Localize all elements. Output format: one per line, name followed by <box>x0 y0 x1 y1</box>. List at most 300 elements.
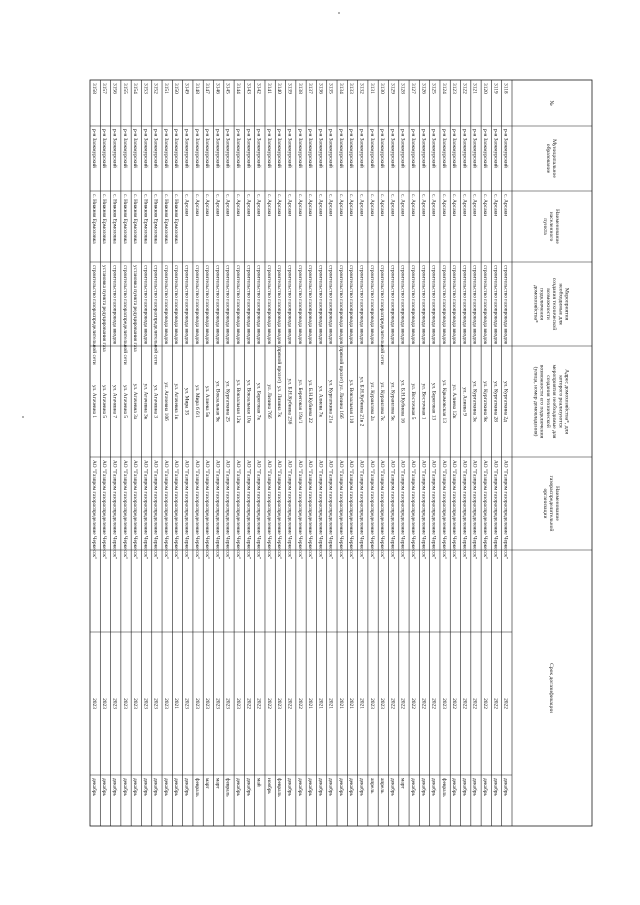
cell-year: 2022 <box>420 698 427 709</box>
cell-settlement: с. Арсаки <box>492 194 499 217</box>
cell-municipality: р-н Заокмурский <box>368 129 375 168</box>
cell-organization: АО "Газпром газораспределение Черкесск" <box>101 460 108 560</box>
table-row <box>163 83 170 797</box>
cell-number: 3136 <box>317 83 324 94</box>
cell-settlement: с. Нижняя Ермоловка <box>121 194 128 244</box>
cell-year: 2023 <box>111 698 118 709</box>
cell-address: ул. Кургаткина 25 <box>224 381 231 422</box>
table-row <box>503 83 510 797</box>
cell-year: 2023 <box>101 698 108 709</box>
cell-measure: строительство газопровода вводов <box>286 265 293 345</box>
cell-address: ул. Кургаткина 9к <box>482 381 489 422</box>
cell-settlement: с. Арсаки <box>502 194 509 217</box>
cell-municipality: р-н Заокмурский <box>337 129 344 168</box>
cell-month: декабрь <box>234 778 241 796</box>
cell-number: 3144 <box>234 83 241 94</box>
cell-number: 3130 <box>379 83 386 94</box>
cell-municipality: р-н Заокмурский <box>502 129 509 168</box>
cell-measure: строительство газопровода вводов <box>111 265 118 345</box>
cell-settlement: с. Арсаки <box>255 194 262 217</box>
cell-municipality: р-н Заокмурский <box>399 129 406 168</box>
cell-measure: строительство газопровода вводов <box>471 265 478 345</box>
cell-organization: АО "Газпром газораспределение Черкесск" <box>337 460 344 560</box>
cell-municipality: р-н Заокмурский <box>193 129 200 168</box>
cell-year: 2022 <box>389 698 396 709</box>
cell-address: ул. Алиева 9 <box>461 387 468 416</box>
table-row <box>369 83 376 794</box>
cell-settlement: с. Арсаки <box>224 194 231 217</box>
cell-year: 2021 <box>317 698 324 709</box>
cell-address: ул. Кураилова 2а <box>368 382 375 421</box>
cell-measure: строительство газопровода вводов <box>409 265 416 345</box>
cell-settlement: с. Арсаки <box>482 194 489 217</box>
cell-municipality: р-н Заокмурский <box>173 129 180 168</box>
cell-year: 2022 <box>482 698 489 709</box>
table-row <box>256 83 263 787</box>
table-row <box>111 83 118 797</box>
cell-address: ул. Агачевна 5 <box>121 384 128 419</box>
cell-month: декабрь <box>502 778 509 796</box>
cell-settlement: с. Арсаки <box>286 194 293 217</box>
table-row <box>307 83 314 797</box>
cell-number: 3121 <box>471 83 478 94</box>
cell-address: ул. Вокзальная 9к <box>214 381 221 422</box>
cell-number: 3157 <box>101 83 108 94</box>
cell-settlement: с. Нижняя Ермоловка <box>162 194 169 244</box>
cell-month: декабрь <box>245 778 252 796</box>
header-deadline: Срок догазификации <box>548 663 554 713</box>
cell-address: ул. Мира 6 б/1 <box>193 385 200 418</box>
cell-municipality: р-н Заокмурский <box>296 129 303 168</box>
cell-year: 2022 <box>265 698 272 709</box>
header-num: № <box>548 100 554 106</box>
cell-settlement: с. Арсаки <box>451 194 458 217</box>
cell-year: 2023 <box>204 698 211 709</box>
table-row <box>194 83 201 797</box>
cell-organization: АО "Газпром газораспределение Черкесск" <box>183 460 190 560</box>
cell-settlement: с. Арсаки <box>471 194 478 217</box>
cell-address: ул. Кураилова 5к <box>389 382 396 421</box>
cell-settlement: с. Нижняя Ермоловка <box>142 194 149 244</box>
cell-year: 2023 <box>276 698 283 709</box>
cell-month: март <box>214 778 221 789</box>
cell-number: 3147 <box>204 83 211 94</box>
cell-organization: АО "Газпром газораспределение Черкесск" <box>224 460 231 560</box>
cell-address: ул. Б.Н.Кубиева 21в 2 <box>358 376 365 427</box>
cell-settlement: с. Арсаки <box>409 194 416 217</box>
cell-number: 3148 <box>193 83 200 94</box>
cell-number: 3150 <box>173 83 180 94</box>
cell-number: 3129 <box>389 83 396 94</box>
cell-municipality: р-н Заокмурский <box>142 129 149 168</box>
cell-year: 2022 <box>451 698 458 709</box>
table-row <box>153 83 160 797</box>
cell-address: ул. Кургаткина 28 <box>492 381 499 422</box>
cell-address: ул. Алиева 12к <box>451 384 458 419</box>
cell-year: 2022 <box>471 698 478 709</box>
cell-number: 3142 <box>255 83 262 94</box>
table-row <box>400 83 407 789</box>
cell-settlement: с. Арсаки <box>461 194 468 217</box>
cell-year: 2022 <box>296 698 303 709</box>
cell-year: 2021 <box>348 698 355 709</box>
cell-address: ул. Кургаткина 2д <box>502 381 509 422</box>
cell-month: декабрь <box>327 778 334 796</box>
cell-organization: АО "Газпром газораспределение Черкесск" <box>245 460 252 560</box>
cell-measure: строительство газопровода вводов <box>420 265 427 345</box>
cell-month: декабрь <box>152 778 159 796</box>
cell-municipality: р-н Заокмурский <box>420 129 427 168</box>
cell-organization: АО "Газпром газораспределение Черкесск" <box>255 460 262 560</box>
table-row <box>225 83 232 797</box>
table-row <box>420 83 427 797</box>
cell-year: 2023 <box>214 698 221 709</box>
table-row <box>91 83 98 797</box>
cell-municipality: р-н Заокмурский <box>152 129 159 168</box>
cell-month: декабрь <box>420 778 427 796</box>
cell-organization: АО "Газпром газораспределение Черкесск" <box>132 460 139 560</box>
cell-number: 3145 <box>224 83 231 94</box>
cell-settlement: с. Арсаки <box>265 194 272 217</box>
cell-number: 3152 <box>152 83 159 94</box>
table-row <box>101 83 108 797</box>
scan-speck <box>22 416 24 418</box>
table-row <box>317 83 324 797</box>
cell-month: декабрь <box>90 778 97 796</box>
cell-year: 2022 <box>492 698 499 709</box>
cell-year: 2021 <box>358 698 365 709</box>
cell-year: 2023 <box>379 698 386 709</box>
cell-measure: установка пункта редуцирования газа <box>101 265 108 352</box>
cell-settlement: с. Арсаки <box>214 194 221 217</box>
table-row <box>431 83 438 797</box>
table-row <box>276 83 283 797</box>
cell-month: декабрь <box>471 778 478 796</box>
cell-month: март <box>204 778 211 789</box>
cell-number: 3134 <box>337 83 344 94</box>
cell-year: 2021 <box>173 698 180 709</box>
cell-year: 2023 <box>234 698 241 709</box>
cell-measure: строительство газопровода вводов <box>245 265 252 345</box>
cell-measure: установка пункта редуцирования газа <box>132 265 139 352</box>
cell-settlement: с. Арсаки <box>234 194 241 217</box>
cell-measure: строительство газопровода вводов <box>502 265 509 345</box>
cell-organization: АО "Газпром газораспределение Черкесск" <box>492 460 499 560</box>
cell-year: 2022 <box>461 698 468 709</box>
cell-measure: строительство газопровода вводов <box>255 265 262 345</box>
cell-organization: АО "Газпром газораспределение Черкесск" <box>379 460 386 560</box>
cell-settlement: с. Арсаки <box>379 194 386 217</box>
cell-year: 2023 <box>90 698 97 709</box>
cell-settlement: с. Арсаки <box>307 194 314 217</box>
cell-number: 3128 <box>399 83 406 94</box>
cell-month: декабрь <box>183 778 190 796</box>
table-row <box>451 83 458 797</box>
cell-settlement: с. Арсаки <box>389 194 396 217</box>
cell-settlement: с. Арсаки <box>420 194 427 217</box>
cell-address: ул. Алиева 7к <box>317 385 324 418</box>
cell-number: 3143 <box>245 83 252 94</box>
cell-measure: строительство газораспределительной сети <box>379 265 386 365</box>
cell-address: ул. Береговая 19а/1 <box>296 379 303 424</box>
cell-organization: АО "Газпром газораспределение Черкесск" <box>173 460 180 560</box>
cell-measure: строительство газопровода вводов <box>224 265 231 345</box>
cell-month: апрель <box>368 778 375 794</box>
cell-organization: АО "Газпром газораспределение Черкесск" <box>471 460 478 560</box>
cell-month: ноябрь <box>265 778 272 794</box>
cell-organization: АО "Газпром газораспределение Черкесск" <box>409 460 416 560</box>
table-row <box>472 83 479 797</box>
cell-organization: АО "Газпром газораспределение Черкесск" <box>440 460 447 560</box>
cell-address: ул. Береговая 7к <box>255 382 262 421</box>
cell-municipality: р-н Заокмурский <box>132 129 139 168</box>
cell-number: 3158 <box>90 83 97 94</box>
cell-month: декабрь <box>132 778 139 796</box>
cell-settlement: с. Нижняя Ермоловка <box>90 194 97 244</box>
table-row <box>142 83 149 797</box>
cell-organization: АО "Газпром газораспределение Черкесск" <box>152 460 159 560</box>
cell-measure: строительство газопровода вводов <box>430 265 437 345</box>
cell-number: 3146 <box>214 83 221 94</box>
cell-year: 2023 <box>224 698 231 709</box>
cell-year: 2023 <box>193 698 200 709</box>
cell-municipality: р-н Заокмурский <box>327 129 334 168</box>
cell-municipality: р-н Заокмурский <box>111 129 118 168</box>
cell-address: ул. Кураилова 7к <box>379 382 386 421</box>
cell-number: 3153 <box>142 83 149 94</box>
cell-number: 3141 <box>265 83 272 94</box>
cell-address: ул. Лизина 76б <box>265 384 272 419</box>
cell-measure: строительство газопровода вводов <box>193 265 200 345</box>
cell-number: 3151 <box>162 83 169 94</box>
cell-address: ул. Крымовская 13 <box>440 380 447 423</box>
cell-municipality: р-н Заокмурский <box>358 129 365 168</box>
cell-month: декабрь <box>337 778 344 796</box>
cell-organization: АО "Газпром газораспределение Черкесск" <box>482 460 489 560</box>
cell-organization: АО "Газпром газораспределение Черкесск" <box>317 460 324 560</box>
table-row <box>482 83 489 797</box>
cell-month: апрель <box>379 778 386 794</box>
cell-organization: АО "Газпром газораспределение Черкесск" <box>307 460 314 560</box>
cell-settlement: с. Арсаки <box>183 194 190 217</box>
cell-year: 2022 <box>245 698 252 709</box>
cell-organization: АО "Газпром газораспределение Черкесск" <box>327 460 334 560</box>
cell-month: декабрь <box>307 778 314 796</box>
cell-year: 2023 <box>132 698 139 709</box>
cell-measure: строительство газораспределительной сети <box>90 265 97 365</box>
table-row <box>379 83 386 794</box>
cell-measure: строительство газопровода вводов <box>492 265 499 345</box>
cell-measure: строительство газопровода вводов <box>461 265 468 345</box>
cell-municipality: р-н Заокмурский <box>317 129 324 168</box>
cell-settlement: с. Арсаки <box>368 194 375 217</box>
cell-month: март <box>399 778 406 789</box>
cell-measure: строительство газопровода вводов <box>368 265 375 345</box>
cell-organization: АО "Газпром газораспределение Черкесск" <box>193 460 200 560</box>
cell-municipality: р-н Заокмурский <box>162 129 169 168</box>
cell-measure: строительство газопровода вводов <box>389 265 396 345</box>
cell-settlement: с. Арсаки <box>440 194 447 217</box>
cell-number: 3154 <box>132 83 139 94</box>
cell-month: декабрь <box>296 778 303 796</box>
cell-month: февраль <box>224 778 231 797</box>
cell-settlement: с. Нижняя Ермоловка <box>173 194 180 244</box>
cell-month: декабрь <box>173 778 180 796</box>
cell-municipality: р-н Заокмурский <box>101 129 108 168</box>
cell-number: 3131 <box>368 83 375 94</box>
cell-month: декабрь <box>451 778 458 796</box>
cell-year: 2021 <box>327 698 334 709</box>
header-address: Адрес домохозяйства*, длякоторого реализуютсямероприятия необходимые длясоздания техническойвозможности его подключения(улица, номер домовладения) <box>532 364 570 439</box>
cell-address: ул. Б.Н.Кубиева 22 <box>307 380 314 423</box>
table-row <box>173 83 180 797</box>
cell-municipality: р-н Заокмурский <box>409 129 416 168</box>
cell-address: ул. Б.Н.Кубиева 23б <box>286 378 293 425</box>
cell-number: 3125 <box>430 83 437 94</box>
cell-municipality: р-н Заокмурский <box>90 129 97 168</box>
cell-municipality: р-н Заокмурский <box>224 129 231 168</box>
cell-organization: АО "Газпром газораспределение Черкесск" <box>368 460 375 560</box>
cell-organization: АО "Газпром газораспределение Черкесск" <box>461 460 468 560</box>
cell-municipality: р-н Заокмурский <box>471 129 478 168</box>
cell-organization: АО "Газпром газораспределение Черкесск" <box>296 460 303 560</box>
cell-settlement: с. Арсаки <box>276 194 283 217</box>
cell-number: 3155 <box>121 83 128 94</box>
cell-address: ул. Кургаткина 21а <box>327 379 334 424</box>
cell-address: ул. Агачевна 1к <box>173 383 180 420</box>
cell-month: декабрь <box>461 778 468 796</box>
table-row <box>214 83 221 789</box>
cell-number: 3137 <box>307 83 314 94</box>
cell-measure: строительство газопровода вводов <box>214 265 221 345</box>
cell-address: ул. Береговая 13 <box>430 382 437 421</box>
cell-municipality: р-н Заокмурский <box>183 129 190 168</box>
cell-settlement: с. Арсаки <box>317 194 324 217</box>
cell-address: ул. Вокзальная 110 <box>348 379 355 424</box>
cell-measure: строительство газопровода вводов (прямой пролет) <box>337 265 344 384</box>
cell-organization: АО "Газпром газораспределение Черкесск" <box>502 460 509 560</box>
cell-year: 2023 <box>152 698 159 709</box>
table-row <box>410 83 417 797</box>
cell-organization: АО "Газпром газораспределение Черкесск" <box>142 460 149 560</box>
cell-year: 2023 <box>162 698 169 709</box>
cell-organization: АО "Газпром газораспределение Черкесск" <box>276 460 283 560</box>
table-row <box>338 83 345 797</box>
cell-organization: АО "Газпром газораспределение Черкесск" <box>286 460 293 560</box>
cell-organization: АО "Газпром газораспределение Черкесск" <box>389 460 396 560</box>
table-row <box>358 83 365 797</box>
cell-measure: строительство газопровода вводов <box>204 265 211 345</box>
cell-settlement: с. Арсаки <box>245 194 252 217</box>
cell-year: 2023 <box>368 698 375 709</box>
cell-address: ул. Агачевна 5 <box>101 384 108 419</box>
cell-measure: строительство газопровода вводов <box>440 265 447 345</box>
cell-month: декабрь <box>317 778 324 796</box>
cell-address: ул. Агачевна 10б <box>162 382 169 421</box>
cell-settlement: с. Нижняя Ермоловка <box>152 194 159 244</box>
cell-settlement: с. Нижняя Ермоловка <box>132 194 139 244</box>
cell-measure: строительство газораспределительной сети <box>121 265 128 365</box>
cell-address: ул. Лизина 7к <box>276 385 283 418</box>
cell-organization: АО "Газпром газораспределение Черкесск" <box>234 460 241 560</box>
table-row <box>297 83 304 797</box>
cell-settlement: с. Нижняя Ермоловка <box>111 194 118 244</box>
cell-month: декабрь <box>358 778 365 796</box>
cell-municipality: р-н Заокмурский <box>379 129 386 168</box>
cell-measure: строительство газопровода вводов <box>451 265 458 345</box>
cell-address: ул. Лизина 16б <box>337 384 344 419</box>
cell-organization: АО "Газпром газораспределение Черкесск" <box>348 460 355 560</box>
cell-settlement: с. Арсаки <box>193 194 200 217</box>
cell-year: 2023 <box>183 698 190 709</box>
cell-municipality: р-н Заокмурский <box>265 129 272 168</box>
cell-municipality: р-н Заокмурский <box>451 129 458 168</box>
cell-number: 3138 <box>296 83 303 94</box>
cell-settlement: с. Арсаки <box>296 194 303 217</box>
cell-year: 2022 <box>409 698 416 709</box>
table-row <box>389 83 396 797</box>
cell-organization: АО "Газпром газораспределение Черкесск" <box>214 460 221 560</box>
cell-municipality: р-н Заокмурский <box>286 129 293 168</box>
cell-number: 3135 <box>327 83 334 94</box>
cell-year: 2021 <box>307 698 314 709</box>
cell-organization: АО "Газпром газораспределение Черкесск" <box>430 460 437 560</box>
cell-month: декабрь <box>142 778 149 796</box>
cell-municipality: р-н Заокмурский <box>276 129 283 168</box>
table-row <box>235 83 242 797</box>
cell-organization: АО "Газпром газораспределение Черкесск" <box>111 460 118 560</box>
cell-measure: строительство газопровода вводов <box>183 265 190 345</box>
cell-settlement: с. Арсаки <box>358 194 365 217</box>
cell-number: 3132 <box>358 83 365 94</box>
cell-municipality: р-н Заокмурский <box>482 129 489 168</box>
cell-municipality: р-н Заокмурский <box>389 129 396 168</box>
cell-organization: АО "Газпром газораспределение Черкесск" <box>265 460 272 560</box>
cell-municipality: р-н Заокмурский <box>492 129 499 168</box>
cell-organization: АО "Газпром газораспределение Черкесск" <box>451 460 458 560</box>
cell-number: 3118 <box>502 83 509 94</box>
cell-address: ул. Агачевна 1 <box>90 384 97 419</box>
cell-address: ул. Б.Н.Кубиева 16 <box>399 380 406 423</box>
cell-municipality: р-н Заокмурский <box>307 129 314 168</box>
cell-year: 2021 <box>337 698 344 709</box>
cell-year: 2023 <box>440 698 447 709</box>
cell-year: 2022 <box>286 698 293 709</box>
cell-address: ул. Алиева 5в <box>204 385 211 418</box>
cell-address: ул. Вокзальная 10а <box>245 379 252 424</box>
cell-measure: строительство газопровода вводов <box>482 265 489 345</box>
cell-measure: строительство газопровода вводов <box>327 265 334 345</box>
cell-number: 3122 <box>461 83 468 94</box>
table-row <box>348 83 355 797</box>
cell-measure: строительство газопровода вводов (прямой пролет) <box>276 265 283 384</box>
cell-measure: строительство газопровода вводов <box>399 265 406 345</box>
cell-measure: строительство газопровода вводов <box>142 265 149 345</box>
cell-measure: строительство газопровода вводов <box>173 265 180 345</box>
cell-month: февраль <box>193 778 200 797</box>
cell-month: декабрь <box>121 778 128 796</box>
table-row <box>286 83 293 797</box>
cell-year: 2022 <box>255 698 262 709</box>
header-settlement: Наименованиенаселенногопункта <box>541 209 561 244</box>
cell-month: декабрь <box>286 778 293 796</box>
cell-measure: строительство газопровода вводов <box>265 265 272 345</box>
cell-number: 3119 <box>492 83 499 94</box>
cell-month: май <box>255 778 262 787</box>
cell-settlement: с. Арсаки <box>204 194 211 217</box>
cell-municipality: р-н Заокмурский <box>440 129 447 168</box>
cell-settlement: с. Арсаки <box>348 194 355 217</box>
